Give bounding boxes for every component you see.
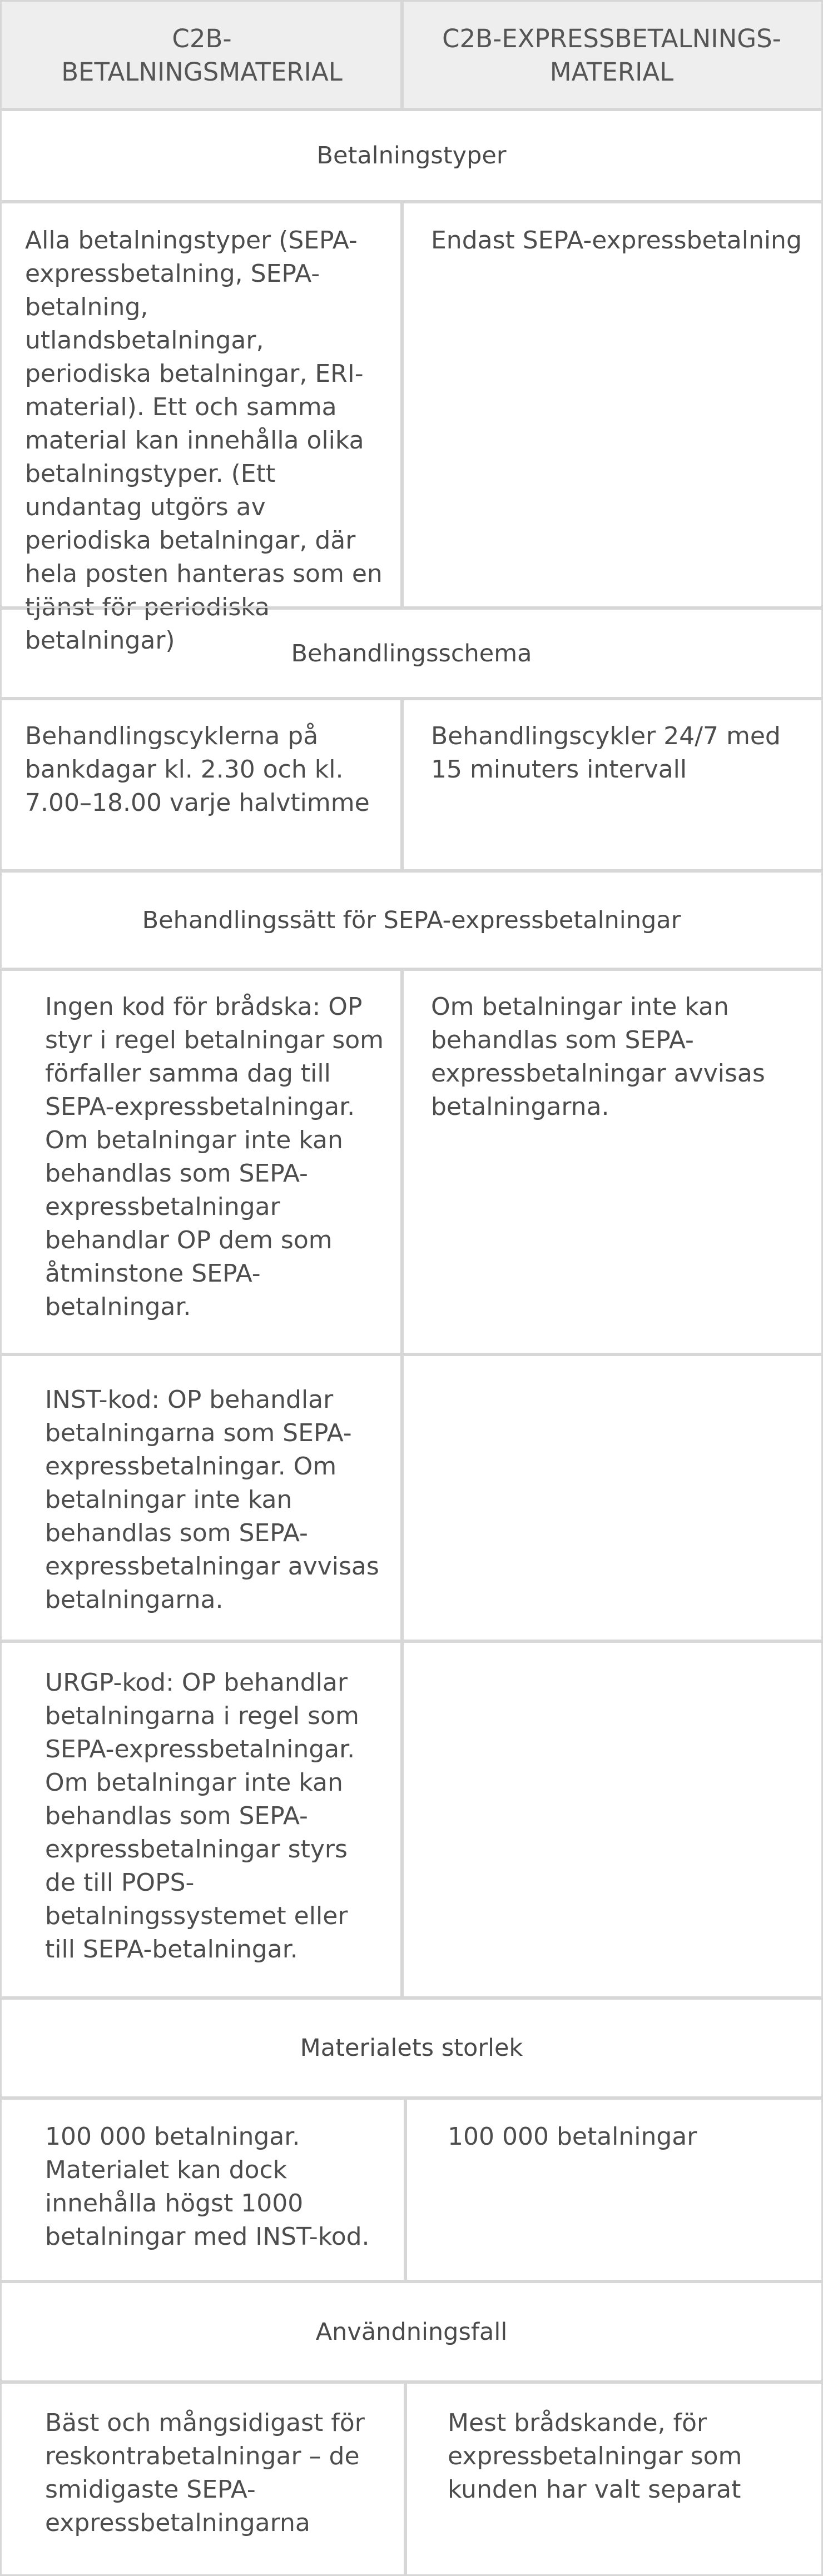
cell-text: Ingen kod för brådska: OP styr i regel betalningar som förfaller samma dag till SEPA-expressbetalningar. Om betalningar inte kan behandlas som SEPA-expressbetalningar behandlar OP dem som åtminstone SEPA-betalningar. bbox=[45, 993, 384, 1321]
cell-text: Alla betalningstyper (SEPA-expressbetalning, SEPA-betalning, utlandsbetalningar, periodiska betalningar, ERI-material). Ett och samma material kan innehålla olika betalningstyper. (Ett undantag utgörs av periodiska betalningar, där hela posten hanteras som en tjänst för periodiska betalningar) bbox=[25, 226, 383, 655]
cell-text: Om betalningar inte kan behandlas som SEPA-expressbetalningar avvisas betalningarna. bbox=[431, 993, 765, 1121]
section-title-processing: Behandlingssätt för SEPA-expressbetalningar bbox=[0, 869, 823, 971]
cell-processing-inst-express bbox=[400, 1353, 823, 1643]
cell-processing-urgp-express bbox=[400, 1640, 823, 2000]
table-header-row bbox=[0, 0, 823, 111]
cell-schedule-c2b bbox=[0, 697, 404, 873]
cell-text: 100 000 betalningar. Materialet kan dock innehålla högst 1000 betalningar med INST-kod. bbox=[45, 2122, 370, 2251]
cell-use-case-express bbox=[404, 2380, 823, 2576]
cell-processing-urgp-c2b bbox=[0, 1640, 404, 2000]
section-title-schedule: Behandlingsschema bbox=[0, 606, 823, 700]
table-row-size bbox=[0, 2096, 823, 2283]
cell-processing-no-code-express bbox=[400, 968, 823, 1356]
header-c2b-material: C2B-BETALNINGSMATERIAL bbox=[0, 0, 404, 111]
cell-payment-types-c2b bbox=[0, 200, 404, 655]
section-title-use-case: Användningsfall bbox=[0, 2280, 823, 2384]
cell-text: URGP-kod: OP behandlar betalningarna i regel som SEPA-expressbetalningar. Om betalningar inte kan behandlas som SEPA-expressbetalningar styrs de till POPS-betalningssystemet eller till SEPA-betalningar. bbox=[45, 1668, 359, 1964]
cell-schedule-express bbox=[400, 697, 823, 873]
section-row-payment-types bbox=[0, 108, 823, 203]
section-row-use-case bbox=[0, 2280, 823, 2384]
section-row-size bbox=[0, 1996, 823, 2100]
cell-text: Endast SEPA-expressbetalning bbox=[431, 226, 802, 255]
header-c2b-express-material: C2B-EXPRESSBETALNINGS-MATERIAL bbox=[400, 0, 823, 111]
cell-text: Bäst och mångsidigast för reskontrabetalningar – de smidigaste SEPA-expressbetalningarna bbox=[45, 2409, 365, 2537]
cell-size-c2b bbox=[0, 2096, 407, 2283]
cell-text: Behandlingscyklerna på bankdagar kl. 2.30 och kl. 7.00–18.00 varje halvtimme bbox=[25, 722, 370, 817]
table-row-processing-inst bbox=[0, 1353, 823, 1643]
table-row-processing-no-code bbox=[0, 968, 823, 1356]
cell-size-express bbox=[404, 2096, 823, 2283]
cell-payment-types-express bbox=[400, 200, 823, 610]
cell-text: 100 000 betalningar bbox=[448, 2122, 697, 2151]
cell-processing-inst-c2b bbox=[0, 1353, 404, 1643]
section-row-processing bbox=[0, 869, 823, 971]
cell-text: INST-kod: OP behandlar betalningarna som SEPA-expressbetalningar. Om betalningar inte kan behandlas som SEPA-expressbetalningar avvisas betalningarna. bbox=[45, 1386, 379, 1614]
section-row-schedule bbox=[0, 606, 823, 700]
section-title-payment-types: Betalningstyper bbox=[0, 108, 823, 203]
table-row-use-case bbox=[0, 2380, 823, 2576]
cell-use-case-c2b bbox=[0, 2380, 407, 2576]
cell-processing-no-code-c2b bbox=[0, 968, 404, 1356]
cell-text: Behandlingscykler 24/7 med 15 minuters intervall bbox=[431, 722, 781, 784]
section-title-size: Materialets storlek bbox=[0, 1996, 823, 2100]
table-row-processing-urgp bbox=[0, 1640, 823, 2000]
cell-text: Mest brådskande, för expressbetalningar som kunden har valt separat bbox=[448, 2409, 742, 2504]
table-row-schedule bbox=[0, 697, 823, 873]
